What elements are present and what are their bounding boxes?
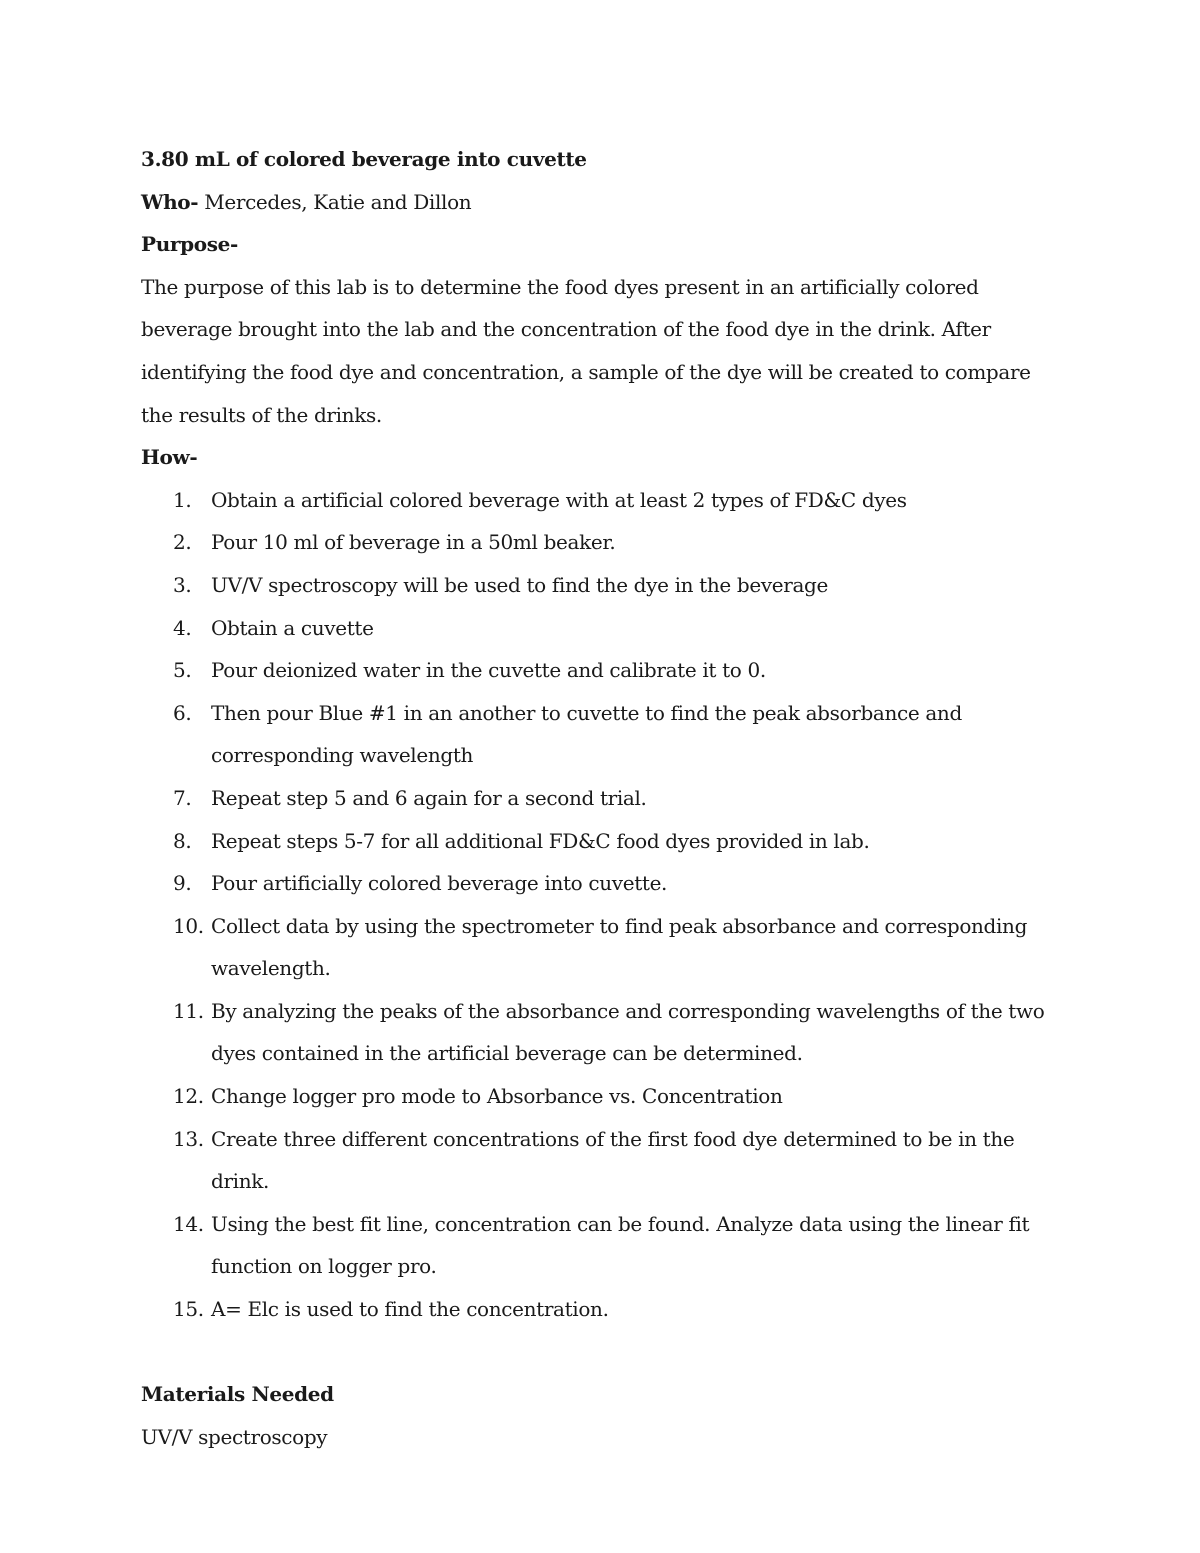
steps-list	[141, 479, 1071, 1331]
materials-item: UV/V spectroscopy	[141, 1424, 328, 1449]
list-item	[141, 692, 1071, 777]
step-number-label: 15.	[173, 1297, 204, 1322]
step-number	[141, 692, 211, 777]
step-number	[141, 777, 211, 820]
step-number	[141, 990, 211, 1075]
list-item	[141, 1075, 1071, 1118]
list-item	[141, 1288, 1071, 1331]
step-number-label: 14.	[173, 1211, 204, 1236]
step-text: Change logger pro mode to Absorbance vs. Concentration	[211, 1084, 783, 1109]
list-item	[141, 607, 1071, 650]
who-value: Mercedes, Katie and Dillon	[198, 189, 472, 214]
step-number-label: 4.	[173, 615, 192, 640]
document-title: 3.80 mL of colored beverage into cuvette	[141, 147, 587, 171]
step-number	[141, 905, 211, 990]
materials-heading: Materials Needed	[141, 1382, 334, 1407]
step-number-label: 5.	[173, 658, 192, 683]
step-number	[141, 564, 211, 607]
list-item	[141, 905, 1071, 990]
step-number-label: 2.	[173, 530, 192, 555]
who-line	[141, 181, 1071, 224]
list-item	[141, 564, 1071, 607]
step-number-label: 8.	[173, 828, 192, 853]
step-text: Pour artificially colored beverage into cuvette.	[211, 871, 668, 896]
step-number-label: 9.	[173, 871, 192, 896]
list-item	[141, 777, 1071, 820]
step-number	[141, 862, 211, 905]
step-text: Pour 10 ml of beverage in a 50ml beaker.	[211, 530, 616, 555]
list-item	[141, 649, 1071, 692]
spacer	[141, 1331, 1071, 1374]
step-number	[141, 521, 211, 564]
step-text: Create three different concentrations of the first food dye determined to be in the drink.	[211, 1126, 1015, 1194]
list-item	[141, 521, 1071, 564]
step-text: Obtain a cuvette	[211, 615, 374, 640]
purpose-text: The purpose of this lab is to determine the food dyes present in an artificially colored beverage brought into the lab and the concentration of the food dye in the drink. After identifying the food dye and concentration, a sample of the dye will be created to compare the results of the drinks.	[141, 274, 1031, 427]
step-number	[141, 649, 211, 692]
step-text: Repeat step 5 and 6 again for a second trial.	[211, 785, 647, 810]
step-text: A= Elc is used to find the concentration.	[211, 1297, 609, 1322]
step-number-label: 11.	[173, 998, 204, 1023]
step-number-label: 7.	[173, 785, 192, 810]
list-item	[141, 820, 1071, 863]
step-text: Collect data by using the spectrometer to find peak absorbance and corresponding wavelength.	[211, 913, 1028, 981]
step-number	[141, 1075, 211, 1118]
step-number-label: 1.	[173, 487, 192, 512]
step-number	[141, 607, 211, 650]
step-number-label: 3.	[173, 572, 192, 597]
step-text: Using the best fit line, concentration can be found. Analyze data using the linear fit function on logger pro.	[211, 1211, 1030, 1279]
list-item	[141, 1203, 1071, 1288]
step-number	[141, 1203, 211, 1288]
step-text: Repeat steps 5-7 for all additional FD&C food dyes provided in lab.	[211, 828, 870, 853]
step-text: By analyzing the peaks of the absorbance and corresponding wavelengths of the two dyes contained in the artificial beverage can be determined.	[211, 998, 1045, 1066]
step-number	[141, 1288, 211, 1331]
list-item	[141, 479, 1071, 522]
step-number	[141, 1118, 211, 1203]
step-number	[141, 820, 211, 863]
list-item	[141, 862, 1071, 905]
who-label: Who-	[141, 189, 199, 214]
how-heading: How-	[141, 445, 198, 470]
step-text: UV/V spectroscopy will be used to find the dye in the beverage	[211, 572, 828, 597]
step-text: Obtain a artificial colored beverage with at least 2 types of FD&C dyes	[211, 487, 907, 512]
step-number-label: 10.	[173, 913, 204, 938]
list-item	[141, 1118, 1071, 1203]
list-item	[141, 990, 1071, 1075]
step-text: Pour deionized water in the cuvette and calibrate it to 0.	[211, 658, 766, 683]
document-page	[141, 138, 1071, 1458]
step-number-label: 12.	[173, 1084, 204, 1109]
step-number	[141, 479, 211, 522]
step-number-label: 6.	[173, 700, 192, 725]
step-number-label: 13.	[173, 1126, 204, 1151]
step-text: Then pour Blue #1 in an another to cuvette to find the peak absorbance and corresponding wavelength	[211, 700, 962, 768]
purpose-heading: Purpose-	[141, 232, 238, 257]
